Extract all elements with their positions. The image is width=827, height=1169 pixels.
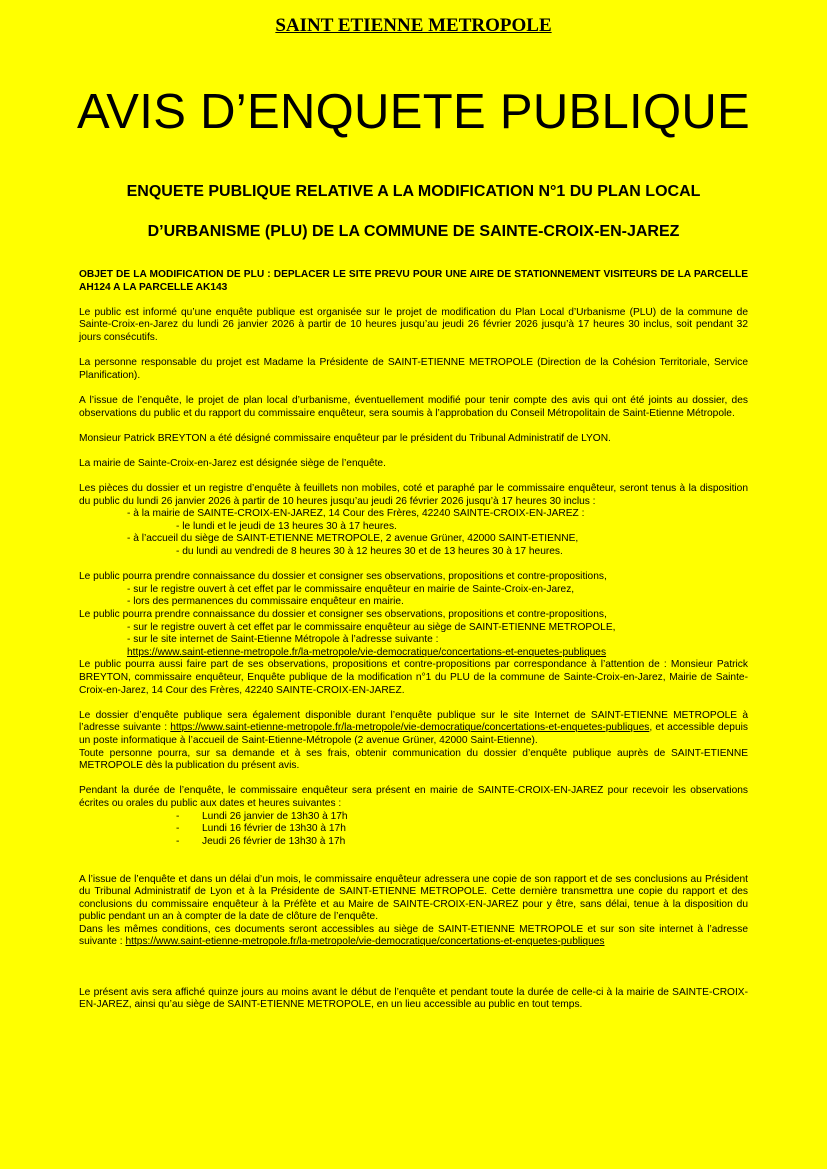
pieces-mairie: - à la mairie de SAINTE-CROIX-EN-JAREZ, 14 Cour des Frères, 42240 SAINTE-CROIX-EN-JAREZ : [127, 508, 585, 520]
pieces-paragraph: Les pièces du dossier et un registre d’enquête à feuillets non mobiles, coté et paraphé par le commissaire enquêteur, seront tenus à la disposition du public du lundi 26 janvier 2026 à partir de 10 heures jusqu’au jeudi 26 février 2026 jusqu’à 17 heures 30 inclus : [79, 483, 748, 507]
intro-paragraph: Le public est informé qu’une enquête publique est organisée sur le projet de modification du Plan Local d’Urbanisme (PLU) de la commune de Sainte-Croix-en-Jarez du lundi 26 janvier 2026 à partir de 10 heures jusqu’au jeudi 26 février 2026 jusqu’à 17 heures 30 inclus, soit pendant 32 jours consécutifs. [79, 306, 748, 343]
issue-paragraph: A l’issue de l’enquête, le projet de plan local d’urbanisme, éventuellement modifié pour tenir compte des avis qui ont été joints au dossier, des observations du public et du rapport du commissaire enquêteur, sera soumis à l’approbation du Conseil Métropolitain de Saint-Etienne Métropole. [79, 394, 748, 419]
siege-paragraph: La mairie de Sainte-Croix-en-Jarez est désignée siège de l’enquête. [79, 457, 386, 469]
notice-title: AVIS D’ENQUETE PUBLIQUE [76, 85, 751, 139]
notice-body [79, 269, 748, 1012]
connaissance-paragraph-1: Le public pourra prendre connaissance du dossier et consigner ses observations, propositions et contre-propositions, [79, 571, 607, 583]
commissaire-paragraph: Monsieur Patrick BREYTON a été désigné commissaire enquêteur par le président du Tribunal Administratif de LYON. [79, 432, 611, 444]
connaissance-1-permanences: - lors des permanences du commissaire enquêteur en mairie. [127, 596, 404, 608]
conditions-paragraph [79, 924, 748, 949]
conditions-text: Dans les mêmes conditions, ces documents seront accessibles au siège de SAINT-ETIENNE METROPOLE et sur son site internet à l’adresse suivante : [79, 923, 748, 948]
connaissance-2-registre: - sur le registre ouvert à cet effet par le commissaire enquêteur au siège de SAINT-ETIENNE METROPOLE, [127, 621, 616, 633]
permanence-item: - Lundi 26 janvier de 13h30 à 17h [176, 810, 348, 822]
permanences-paragraph: Pendant la durée de l’enquête, le commissaire enquêteur sera présent en mairie de SAINTE-CROIX-EN-JAREZ pour recevoir les observations écrites ou orales du public aux dates et heures suivantes : [79, 785, 748, 809]
pieces-siege-hours: - du lundi au vendredi de 8 heures 30 à 12 heures 30 et de 13 heures 30 à 17 heures. [176, 546, 563, 558]
permanence-item: - Lundi 16 février de 13h30 à 17h [176, 823, 346, 835]
dossier-text-a: Le dossier d’enquête publique sera également disponible durant l’enquête publique sur le site Internet de SAINT-ETIENNE METROPOLE à l’adresse suivante : [79, 709, 748, 734]
connaissance-1-registre: - sur le registre ouvert à cet effet par le commissaire enquêteur en mairie de Sainte-Croix-en-Jarez, [127, 583, 575, 595]
pieces-mairie-hours: - le lundi et le jeudi de 13 heures 30 à 17 heures. [176, 520, 397, 532]
correspondance-paragraph: Le public pourra aussi faire part de ses observations, propositions et contre-propositions par correspondance à l’attention de : Monsieur Patrick BREYTON, commissaire enquêteur, Enquête publique de la modification n°1 du PLU de la commune de Sainte-Croix-en-Jarez, Mairie de Sainte-Croix-en-Jarez, 14 Cour des Frères, 42240 SAINTE-CROIX-EN-JAREZ. [79, 659, 748, 696]
dossier-text-b: , et accessible depuis un poste informatique à l’accueil de Saint-Etienne-Métropole (2 avenue Grüner, 42000 Saint-Etienne). [79, 722, 748, 746]
connaissance-2-site: - sur le site internet de Saint-Etienne Métropole à l’adresse suivante : [127, 634, 439, 646]
subtitle-line-2: D’URBANISME (PLU) DE LA COMMUNE DE SAINTE-CROIX-EN-JAREZ [147, 223, 680, 240]
connaissance-2-link[interactable]: https://www.saint-etienne-metropole.fr/la-metropole/vie-democratique/concertations-et-enquetes-publiques [127, 646, 607, 658]
organization-header: SAINT ETIENNE METROPOLE [275, 15, 552, 36]
rapport-paragraph: A l’issue de l’enquête et dans un délai d’un mois, le commissaire enquêteur adressera une copie de son rapport et de ses conclusions au Président du Tribunal Administratif de Lyon et à la Présidente de SAINT-ETIENNE METROPOLE. Cette dernière transmettra une copie du rapport et des conclusions du commissaire enquêteur à la Préfète et au Maire de SAINTE-CROIX-EN-JAREZ pour y être, sans délai, tenue à la disposition du public pendant un an à compter de la date de clôture de l’enquête. [79, 873, 748, 923]
permanence-item: - Jeudi 26 février de 13h30 à 17h [176, 835, 346, 847]
affichage-paragraph: Le présent avis sera affiché quinze jours au moins avant le début de l’enquête et pendant toute la durée de celle-ci à la mairie de SAINTE-CROIX-EN-JAREZ, ainsi qu’au siège de SAINT-ETIENNE METROPOLE, en un lieu accessible au public en tout temps. [79, 986, 748, 1011]
connaissance-paragraph-2: Le public pourra prendre connaissance du dossier et consigner ses observations, propositions et contre-propositions, [79, 609, 607, 621]
objet-paragraph: OBJET DE LA MODIFICATION DE PLU : DEPLACER LE SITE PREVU POUR UNE AIRE DE STATIONNEMENT VISITEURS DE LA PARCELLE AH124 A LA PARCELLE AK143 [79, 269, 748, 293]
conditions-link[interactable]: https://www.saint-etienne-metropole.fr/la-metropole/vie-democratique/concertations-et-enquetes-publiques [125, 936, 605, 948]
pieces-siege: - à l’accueil du siège de SAINT-ETIENNE METROPOLE, 2 avenue Grüner, 42000 SAINT-ETIENNE, [127, 533, 579, 545]
subtitle-line-1: ENQUETE PUBLIQUE RELATIVE A LA MODIFICATION N°1 DU PLAN LOCAL [126, 183, 701, 200]
dossier-link[interactable]: https://www.saint-etienne-metropole.fr/la-metropole/vie-democratique/concertations-et-enquetes-publiques [170, 722, 650, 734]
responsable-paragraph: La personne responsable du projet est Madame la Présidente de SAINT-ETIENNE METROPOLE (Direction de la Cohésion Territoriale, Service Planification). [79, 357, 748, 381]
dossier-paragraph [79, 710, 748, 748]
communication-paragraph: Toute personne pourra, sur sa demande et à ses frais, obtenir communication du dossier d’enquête publique auprès de SAINT-ETIENNE METROPOLE dès la publication du présent avis. [79, 747, 748, 772]
